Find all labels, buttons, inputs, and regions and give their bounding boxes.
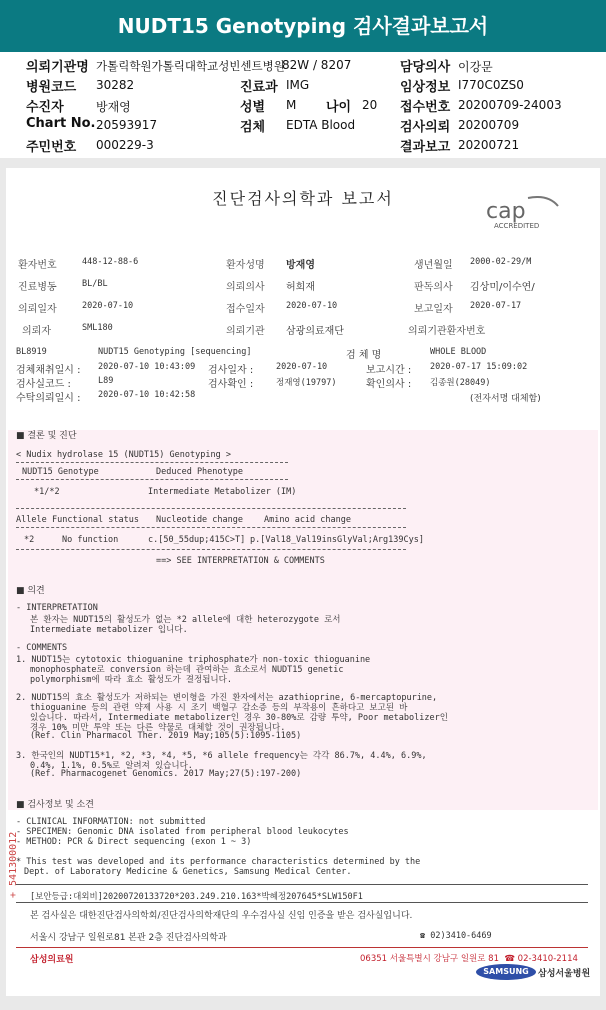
label-birth: 생년월일 — [414, 260, 453, 271]
value-req-inst: 삼광의료재단 — [286, 326, 344, 337]
allele-header-1: Allele — [16, 515, 47, 525]
value-ward: 82W / 8207 — [282, 58, 352, 72]
comment-2-line: 2. NUDT15의 효소 활성도가 저하되는 변이형을 가진 환자에서는 azathioprine, 6-mercaptopurine, — [16, 693, 438, 703]
report-doc-title: 진단검사의학과 보고서 — [212, 189, 394, 208]
value-doctor: 이강문 — [458, 60, 493, 74]
interpretation-line: Intermediate metabolizer 입니다. — [30, 625, 188, 635]
label-req-inst: 의뢰기관 — [226, 326, 265, 337]
comment-1-line: polymorphism에 따라 효소 활성도가 결정됩니다. — [30, 675, 232, 685]
info-line: - CLINICAL INFORMATION: not submitted — [16, 817, 206, 827]
interpretation-line: 본 환자는 NUDT15의 활성도가 없는 *2 allele에 대한 heterozygote 로서 — [30, 615, 341, 625]
lab-address: 서울시 강남구 일원로81 본관 2층 진단검사의학과 — [30, 933, 227, 943]
lab-phone: ☎ 02)3410-6469 — [420, 931, 492, 941]
info-line: - SPECIMEN: Genomic DNA isolated from peripheral blood leukocytes — [16, 827, 349, 837]
label-hospital-code: 병원코드 — [26, 80, 77, 95]
comment-2-line: thioguanine 등의 관련 약제 사용 시 조기 백혈구 감소증 등의 부작용이 흔하다고 보고된 바 — [30, 703, 408, 713]
value-exam-date: 2020-07-10 — [276, 362, 328, 372]
value-receive: 2020-07-10 10:42:58 — [98, 390, 196, 400]
value-ward-report: BL/BL — [82, 279, 108, 289]
value-report-date: 20200721 — [458, 138, 520, 152]
value-clinical-info: I770C0ZS0 — [458, 78, 524, 92]
label-report-date: 결과보고 — [400, 140, 451, 155]
footer-hospital: 삼성서울병원 — [538, 969, 591, 979]
label-collect: 검체채취일시 : — [16, 365, 81, 376]
label-resident-no: 주민번호 — [26, 140, 77, 155]
value-recv-date: 2020-07-10 — [286, 301, 338, 311]
report-title-bar — [0, 0, 606, 52]
label-confirmer: 확인의사 : — [366, 379, 412, 390]
esign-note: (전자서명 대체함) — [470, 394, 541, 404]
footer-org: 삼성의료원 — [30, 955, 74, 965]
label-accession: 접수번호 — [400, 100, 451, 115]
value-specimen: EDTA Blood — [286, 118, 356, 132]
value-patient-name: 방재영 — [286, 260, 315, 271]
allele-header-2: Functional status — [52, 515, 139, 525]
value-accession: 20200709-24003 — [458, 98, 562, 112]
value-report-time: 2020-07-17 15:09:02 — [430, 362, 528, 372]
amino-acid-value: p.[Val18_Val19insGlyVal;Arg139Cys] — [250, 535, 424, 545]
value-hospital-code: 30282 — [96, 78, 135, 92]
function-value: No function — [62, 535, 119, 545]
comment-1-line: 1. NUDT15는 cytotoxic thioguanine triphosphate가 non-toxic thioguanine — [16, 655, 371, 665]
footer-divider — [16, 947, 588, 948]
divider — [16, 508, 406, 509]
label-report-time: 보고시간 : — [366, 365, 412, 376]
disclaimer-line: * This test was developed and its performance characteristics determined by the — [16, 857, 421, 867]
report-title: NUDT15 Genotyping 검사결과보고서 — [117, 14, 489, 38]
value-requester: SML180 — [82, 323, 113, 333]
value-chart-no: 20593917 — [96, 118, 158, 132]
samsung-logo: SAMSUNG — [476, 964, 536, 980]
cap-logo-subtext: ACCREDITED — [494, 222, 540, 230]
certification-text: 본 검사실은 대한진단검사의학회/진단검사의학재단의 우수검사실 신임 인증을 받은 검사실입니다. — [30, 911, 413, 921]
label-clinical-info: 임상정보 — [400, 80, 451, 95]
label-inst-patient-no: 의뢰기관환자번호 — [408, 326, 486, 337]
see-interpretation: ==> SEE INTERPRETATION & COMMENTS — [156, 556, 325, 566]
label-ward: 진료병동 — [18, 282, 57, 293]
value-lab-code: L89 — [98, 376, 114, 386]
label-specimen-name: 검 체 명 — [346, 350, 382, 361]
gene-title: < Nudix hydrolase 15 (NUDT15) Genotyping > — [16, 450, 231, 460]
label-confirm: 검사확인 : — [208, 379, 254, 390]
divider — [16, 884, 588, 885]
info-line: - METHOD: PCR & Direct sequencing (exon 1 ~ 3) — [16, 837, 252, 847]
value-department: IMG — [286, 78, 310, 92]
phenotype-value: Intermediate Metabolizer (IM) — [148, 487, 297, 497]
label-exam-date: 검사일자 : — [208, 365, 254, 376]
cap-accredited-logo — [484, 196, 564, 230]
divider — [16, 462, 288, 463]
info-heading: ■ 검사정보 및 소견 — [16, 800, 94, 810]
divider — [16, 549, 406, 550]
allele-header-3: Nucleotide change — [156, 515, 243, 525]
divider — [16, 479, 288, 480]
genotype-value: *1/*2 — [34, 487, 60, 497]
comment-2-line: 있습니다. 따라서, Intermediate metabolizer인 경우 30-80%로 감량 투약, Poor metabolizer인 — [30, 713, 448, 723]
label-department: 진료과 — [240, 80, 278, 95]
label-receive: 수탁의뢰일시 : — [16, 393, 81, 404]
value-confirm: 정재영(19797) — [276, 378, 337, 388]
comments-title: - COMMENTS — [16, 643, 68, 653]
label-rep-date: 보고일자 — [414, 304, 453, 315]
nucleotide-value: c.[50_55dup;415C>T] — [148, 535, 246, 545]
allele-value: *2 — [24, 535, 35, 545]
value-institution: 가톨릭학원가톨릭대학교성빈센트병원 — [96, 59, 285, 73]
label-doctor: 담당의사 — [400, 60, 451, 75]
comment-2-ref: (Ref. Clin Pharmacol Ther. 2019 May;105(5):1095-1105) — [30, 731, 302, 741]
footer-address: 06351 서울특별시 강남구 일원로 81 ☎ 02-3410-2114 — [360, 954, 578, 964]
comment-3-line: 3. 한국인의 NUDT15*1, *2, *3, *4, *5, *6 allele frequency는 각각 86.7%, 4.4%, 6.9%, — [16, 751, 427, 761]
geno-header-2: Deduced Phenotype — [156, 467, 243, 477]
disclaimer-line: Dept. of Laboratory Medicine & Genetics, Samsung Medical Center. — [24, 867, 352, 877]
value-birth: 2000-02-29/M — [470, 257, 532, 267]
side-stamp-text: + 541300012 — [8, 831, 19, 898]
label-sex: 성별 — [240, 100, 266, 115]
label-lab-code: 검사실코드 : — [16, 379, 71, 390]
result-heading: ■ 결론 및 진단 — [16, 431, 77, 441]
value-patient: 방재영 — [96, 100, 131, 114]
opinion-heading: ■ 의견 — [16, 586, 45, 596]
comment-3-ref: (Ref. Pharmacogenet Genomics. 2017 May;27(5):197-200) — [30, 769, 302, 779]
divider — [16, 902, 588, 903]
label-read-doctor: 판독의사 — [414, 282, 453, 293]
value-confirmer: 김종원(28049) — [430, 378, 491, 388]
label-patient-no: 환자번호 — [18, 260, 57, 271]
test-name: NUDT15 Genotyping [sequencing] — [98, 347, 252, 357]
label-institution: 의뢰기관명 — [26, 60, 89, 75]
value-sex: M — [286, 98, 297, 112]
label-age: 나이 — [326, 100, 352, 115]
interpretation-title: - INTERPRETATION — [16, 603, 98, 613]
comment-2-line: 경우 10% 미만 투약 또는 다른 약물로 대체할 것이 권장됩니다. — [30, 723, 286, 733]
label-req-doctor: 의뢰의사 — [226, 282, 265, 293]
value-resident-no: 000229-3 — [96, 138, 154, 152]
label-patient-name: 환자성명 — [226, 260, 265, 271]
comment-1-line: monophosphate로 conversion 하는데 관여하는 효소로서 NUDT15 genetic — [30, 665, 344, 675]
allele-header-4: Amino acid change — [264, 515, 351, 525]
label-recv-date: 접수일자 — [226, 304, 265, 315]
divider — [16, 527, 406, 528]
value-patient-no: 448-12-88-6 — [82, 257, 139, 267]
cap-logo-text: cap — [486, 199, 526, 224]
request-info-panel — [0, 52, 606, 158]
side-stamp — [2, 790, 22, 900]
geno-header-1: NUDT15 Genotype — [22, 467, 99, 477]
comment-3-line: 0.4%, 1.1%, 0.5%로 알려져 있습니다. — [30, 761, 193, 771]
value-rep-date: 2020-07-17 — [470, 301, 522, 311]
value-request-date: 20200709 — [458, 118, 520, 132]
value-req-doctor: 허희재 — [286, 282, 315, 293]
label-specimen: 검체 — [240, 120, 266, 135]
label-requester: 의뢰자 — [22, 326, 51, 337]
label-request-date: 검사의뢰 — [400, 120, 451, 135]
test-code: BL8919 — [16, 347, 47, 357]
value-specimen-name: WHOLE BLOOD — [430, 347, 487, 357]
label-req-date: 의뢰일자 — [18, 304, 57, 315]
value-age: 20 — [362, 98, 378, 112]
value-req-date: 2020-07-10 — [82, 301, 134, 311]
value-read-doctor: 김상미/이수연/ — [470, 282, 535, 293]
value-collect: 2020-07-10 10:43:09 — [98, 362, 196, 372]
label-chart-no: Chart No. — [26, 116, 96, 131]
label-patient: 수진자 — [26, 100, 64, 115]
security-line: [보안등급:대외비]20200720133720*203.249.210.163*박혜정207645*SLW150F1 — [30, 892, 363, 902]
